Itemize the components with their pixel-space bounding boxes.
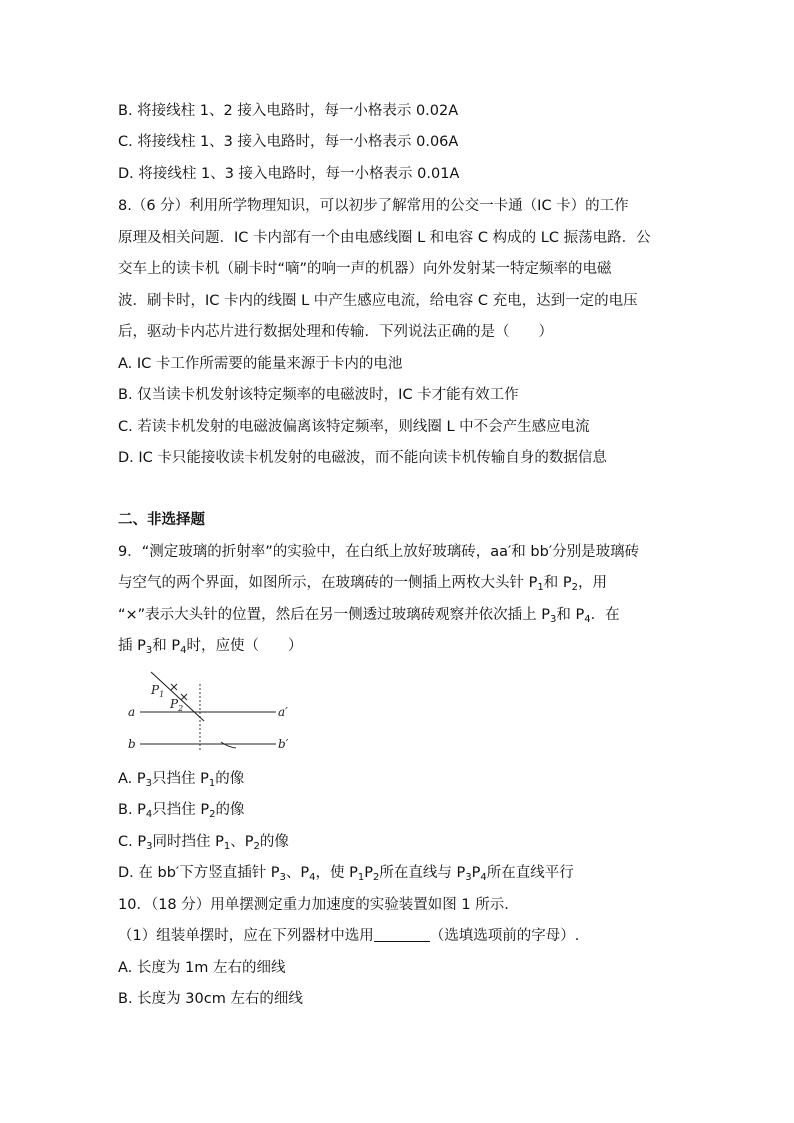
- q8-option-b: B. 仅当读卡机发射该特定频率的电磁波时，IC 卡才能有效工作: [118, 387, 519, 403]
- label-b-prime: b′: [278, 737, 289, 751]
- q10-stem: 10．（18 分）用单摆测定重力加速度的实验装置如图 1 所示.: [118, 897, 509, 913]
- section-heading: 二、非选择题: [118, 512, 205, 528]
- q8-stem-line: 8.（6 分）利用所学物理知识，可以初步了解常用的公交一卡通（IC 卡）的工作: [118, 198, 629, 214]
- q9-option-d: D. 在 bb′下方竖直插针 $P_3$、$P_4$，使 $P_1P_2$所在直线与 $P_3P_4$所在直线平行: [118, 865, 574, 883]
- label-a-prime: a′: [278, 705, 288, 719]
- pin-p2-mark: [181, 694, 187, 700]
- q9-stem-line: “×”表示大头针的位置，然后在另一侧透过玻璃砖观察并依次插上 $P_3$和 $P_4$．在: [118, 607, 620, 625]
- q9-stem-line: 9．“测定玻璃的折射率”的实验中，在白纸上放好玻璃砖，aa′和 bb′分别是玻璃砖: [118, 544, 640, 560]
- q8-option-a: A. IC 卡工作所需要的能量来源于卡内的电池: [118, 356, 403, 372]
- q9-option-c: C. $P_3$同时挡住 $P_1$、$P_2$的像: [118, 834, 289, 852]
- exit-arc: [221, 742, 236, 748]
- q10-option-a: A. 长度为 1m 左右的细线: [118, 960, 286, 976]
- q7-option-c: C. 将接线柱 1、3 接入电路时，每一小格表示 0.06A: [118, 134, 459, 150]
- q8-stem-line: 交车上的读卡机（刷卡时“嘀”的响一声的机器）向外发射某一特定频率的电磁: [118, 261, 612, 277]
- q9-option-a: A. $P_3$只挡住 $P_1$的像: [118, 771, 245, 789]
- q8-option-d: D. IC 卡只能接收读卡机发射的电磁波，而不能向读卡机传输自身的数据信息: [118, 450, 607, 466]
- q9-stem-line: 插 $P_3$和 $P_4$时，应使（ ）: [118, 638, 303, 656]
- q8-option-c: C. 若读卡机发射的电磁波偏离该特定频率，则线圈 L 中不会产生感应电流: [118, 419, 590, 435]
- q8-stem-line: 波．刷卡时，IC 卡内的线圈 L 中产生感应电流，给电容 C 充电，达到一定的电压: [118, 293, 638, 309]
- q8-stem-line: 后，驱动卡内芯片进行数据处理和传输．下列说法正确的是（ ）: [118, 324, 553, 340]
- q9-option-b: B. $P_4$只挡住 $P_2$的像: [118, 802, 245, 820]
- q9-stem-line: 与空气的两个界面，如图所示，在玻璃砖的一侧插上两枚大头针 $P_1$和 $P_2$，用: [118, 575, 607, 593]
- q8-stem-line: 原理及相关问题．IC 卡内部有一个由电感线圈 L 和电容 C 构成的 LC 振荡电路．公: [118, 230, 651, 246]
- label-p1: $P_1$: [151, 683, 165, 699]
- q7-option-b: B. 将接线柱 1、2 接入电路时，每一小格表示 0.02A: [118, 103, 459, 119]
- answer-blank[interactable]: [374, 927, 430, 942]
- q10-subquestion-1: （1）组装单摆时，应在下列器材中选用 （选填选项前的字母）.: [118, 928, 580, 944]
- q10-option-b: B. 长度为 30cm 左右的细线: [118, 991, 303, 1007]
- q7-option-d: D. 将接线柱 1、3 接入电路时，每一小格表示 0.01A: [118, 166, 460, 182]
- label-p2: $P_2$: [170, 697, 184, 713]
- label-a: a: [128, 705, 136, 719]
- pin-p1-mark: [171, 684, 177, 690]
- label-b: b: [128, 737, 136, 751]
- glass-refraction-figure: [118, 664, 308, 756]
